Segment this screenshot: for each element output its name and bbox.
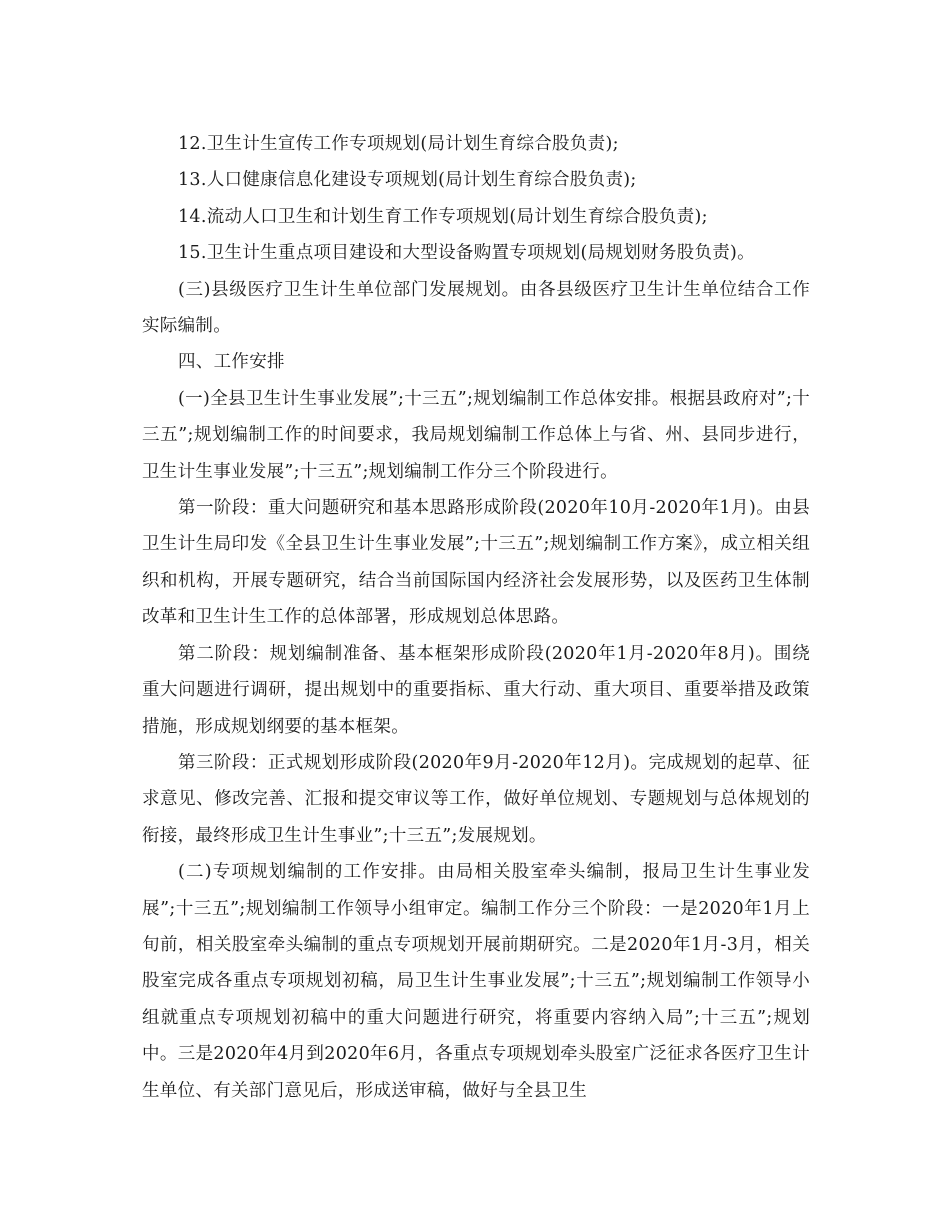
paragraph-special-plans: (二)专项规划编制的工作安排。由局相关股室牵头编制，报局卫生计生事业发展”;十三五”;规划编制工作领导小组审定。编制工作分三个阶段：一是2020年1月上旬前，相关股室牵头编制的重点专项规划开展前期研究。二是2020年1月-3月，相关股室完成各重点专项规划初稿，局卫生计生事业发展”;十三五”;规划编制工作领导小组就重点专项规划初稿中的重大问题进行研究，将重要内容纳入局”;十三五”;规划中。三是2020年4月到2020年6月，各重点专项规划牵头股室广泛征求各医疗卫生计生单位、有关部门意见后，形成送审稿，做好与全县卫生 [142,862,810,1101]
paragraph-phase-three: 第三阶段：正式规划形成阶段(2020年9月-2020年12月)。完成规划的起草、征求意见、修改完善、汇报和提交审议等工作，做好单位规划、专题规划与总体规划的衔接，最终形成卫生计生事业”;十三五”;发展规划。 [142,752,810,846]
paragraph-phase-one: 第一阶段：重大问题研究和基本思路形成阶段(2020年10月-2020年1月)。由县卫生计生局印发《全县卫生计生事业发展”;十三五”;规划编制工作方案》，成立相关组织和机构，开展专题研究，结合当前国际国内经济社会发展形势，以及医药卫生体制改革和卫生计生工作的总体部署，形成规划总体思路。 [142,498,810,628]
paragraph-county-units: (三)县级医疗卫生计生单位部门发展规划。由各县级医疗卫生计生单位结合工作实际编制。 [142,279,810,337]
paragraph-item-13: 13.人口健康信息化建设专项规划(局计划生育综合股负责); [178,170,637,191]
paragraph-item-15: 15.卫生计生重点项目建设和大型设备购置专项规划(局规划财务股负责)。 [178,243,755,264]
section-heading-work-arrangement: 四、工作安排 [178,352,285,373]
document-body [142,126,810,1109]
paragraph-overall-arrangement: (一)全县卫生计生事业发展”;十三五”;规划编制工作总体安排。根据县政府对”;十三五”;规划编制工作的时间要求，我局规划编制工作总体上与省、州、县同步进行，卫生计生事业发展”;十三五”;规划编制工作分三个阶段进行。 [142,388,810,482]
paragraph-phase-two: 第二阶段：规划编制准备、基本框架形成阶段(2020年1月-2020年8月)。围绕重大问题进行调研，提出规划中的重要指标、重大行动、重大项目、重要举措及政策措施，形成规划纲要的基本框架。 [142,643,810,737]
paragraph-item-14: 14.流动人口卫生和计划生育工作专项规划(局计划生育综合股负责); [178,206,708,227]
paragraph-item-12: 12.卫生计生宣传工作专项规划(局计划生育综合股负责); [178,134,619,154]
